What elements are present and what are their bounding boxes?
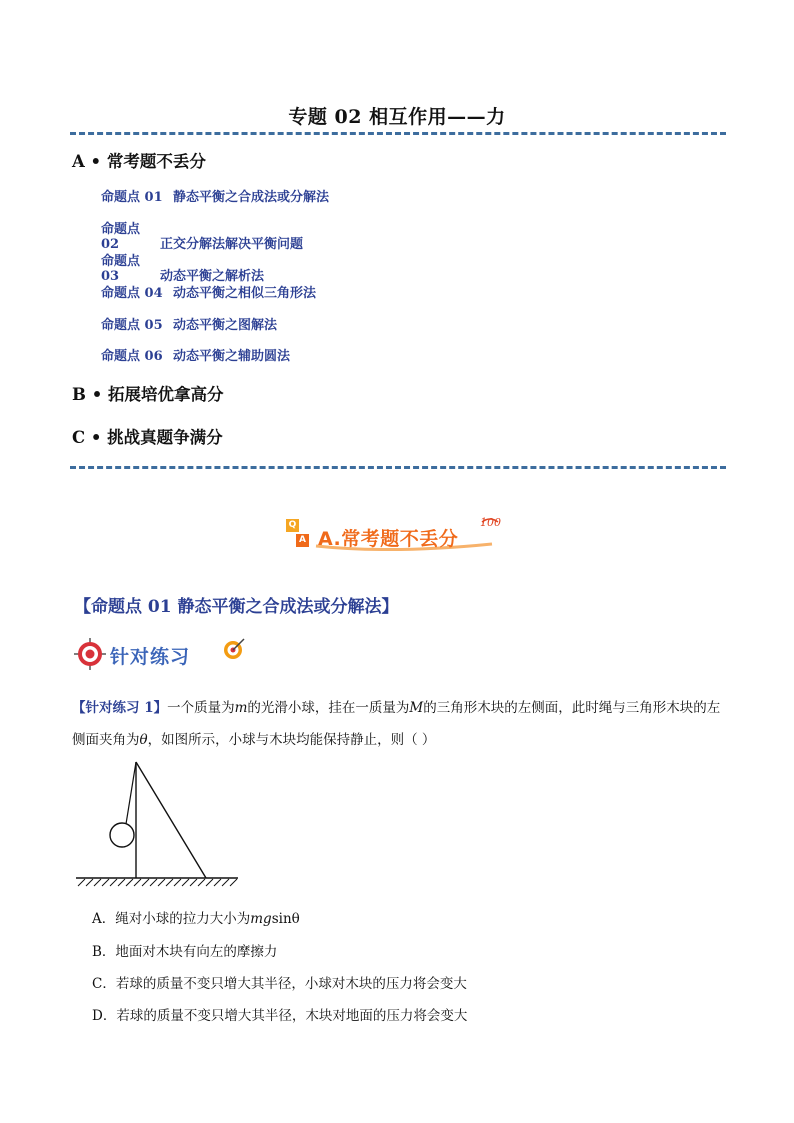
toc-item-text: 动态平衡之解析法: [160, 269, 265, 284]
score-100-icon: 100: [480, 516, 501, 529]
toc-item-04[interactable]: [101, 282, 316, 301]
physics-figure: [76, 760, 240, 888]
toc-item-number: 命题点 05: [101, 318, 163, 333]
toc-item-02[interactable]: [101, 218, 303, 252]
toc-item-number: 命题点 01: [101, 190, 163, 205]
option-text: C．若球的质量不变只增大其半径，小球对木块的压力将会变大: [92, 976, 467, 992]
option-text: A．绳对小球的拉力大小为: [92, 911, 251, 927]
section-b-heading: B • 拓展培优拿高分: [72, 385, 224, 404]
banner-title: A.常考题不丢分: [318, 528, 459, 550]
var-theta: θ: [139, 732, 148, 748]
toc-item-number: 命题点 04: [101, 286, 163, 301]
toc-item-text: 静态平衡之合成法或分解法: [173, 190, 330, 205]
option-a[interactable]: [92, 907, 300, 927]
toc-item-text: 动态平衡之图解法: [173, 318, 278, 333]
toc-item-text: 正交分解法解决平衡问题: [160, 237, 304, 252]
divider-top: [70, 132, 726, 135]
toc-item-number: 命题点 03: [101, 254, 141, 284]
toc-item-number: 命题点 06: [101, 349, 163, 364]
toc-item-05[interactable]: [101, 314, 277, 333]
option-d[interactable]: [92, 1004, 467, 1024]
option-text: D．若球的质量不变只增大其半径，木块对地面的压力将会变大: [92, 1008, 468, 1024]
toc-item-06[interactable]: [101, 345, 290, 364]
option-text: B．地面对木块有向左的摩擦力: [92, 944, 278, 960]
section-a-heading: A • 常考题不丢分: [72, 152, 206, 171]
rope: [126, 762, 136, 824]
toc-item-01[interactable]: [101, 186, 329, 205]
question-part: ，如图所示，小球与木块均能保持静止，则（ ）: [147, 732, 436, 748]
target-icon: [72, 636, 112, 676]
proposition-heading: 【命题点 01 静态平衡之合成法或分解法】: [74, 597, 399, 617]
practice-label: [72, 632, 252, 678]
option-c[interactable]: [92, 972, 467, 992]
var-m: m: [234, 700, 248, 716]
option-b[interactable]: [92, 940, 277, 960]
toc-item-text: 动态平衡之相似三角形法: [173, 286, 317, 301]
option-math: mg: [250, 911, 272, 927]
toc-item-text: 动态平衡之辅助圆法: [173, 349, 291, 364]
practice-title: 针对练习: [110, 646, 191, 668]
ground-hatching: [78, 879, 237, 886]
block-slope: [136, 762, 206, 878]
toc-item-number: 命题点 02: [101, 222, 141, 252]
a-icon: A: [296, 534, 309, 547]
toc-item-03[interactable]: [101, 250, 264, 284]
divider-bottom: [70, 466, 726, 469]
dart-icon: [222, 636, 248, 662]
section-c-heading: C • 挑战真题争满分: [72, 428, 223, 447]
question-part: 的光滑小球，挂在一质量为: [247, 700, 410, 716]
question-part: 一个质量为: [167, 700, 235, 716]
question-text: [72, 692, 732, 756]
question-tag: 【针对练习 1】: [72, 700, 168, 716]
option-text: sinθ: [271, 911, 300, 927]
q-icon: Q: [286, 519, 299, 532]
question-part: 的三角形木块的左侧面，此时绳与三角形木块的左侧面夹角为: [72, 700, 721, 748]
page-title: 专题 02 相互作用——力: [288, 106, 506, 128]
ball: [110, 823, 134, 847]
var-M: M: [409, 700, 424, 716]
section-banner: [282, 514, 512, 554]
